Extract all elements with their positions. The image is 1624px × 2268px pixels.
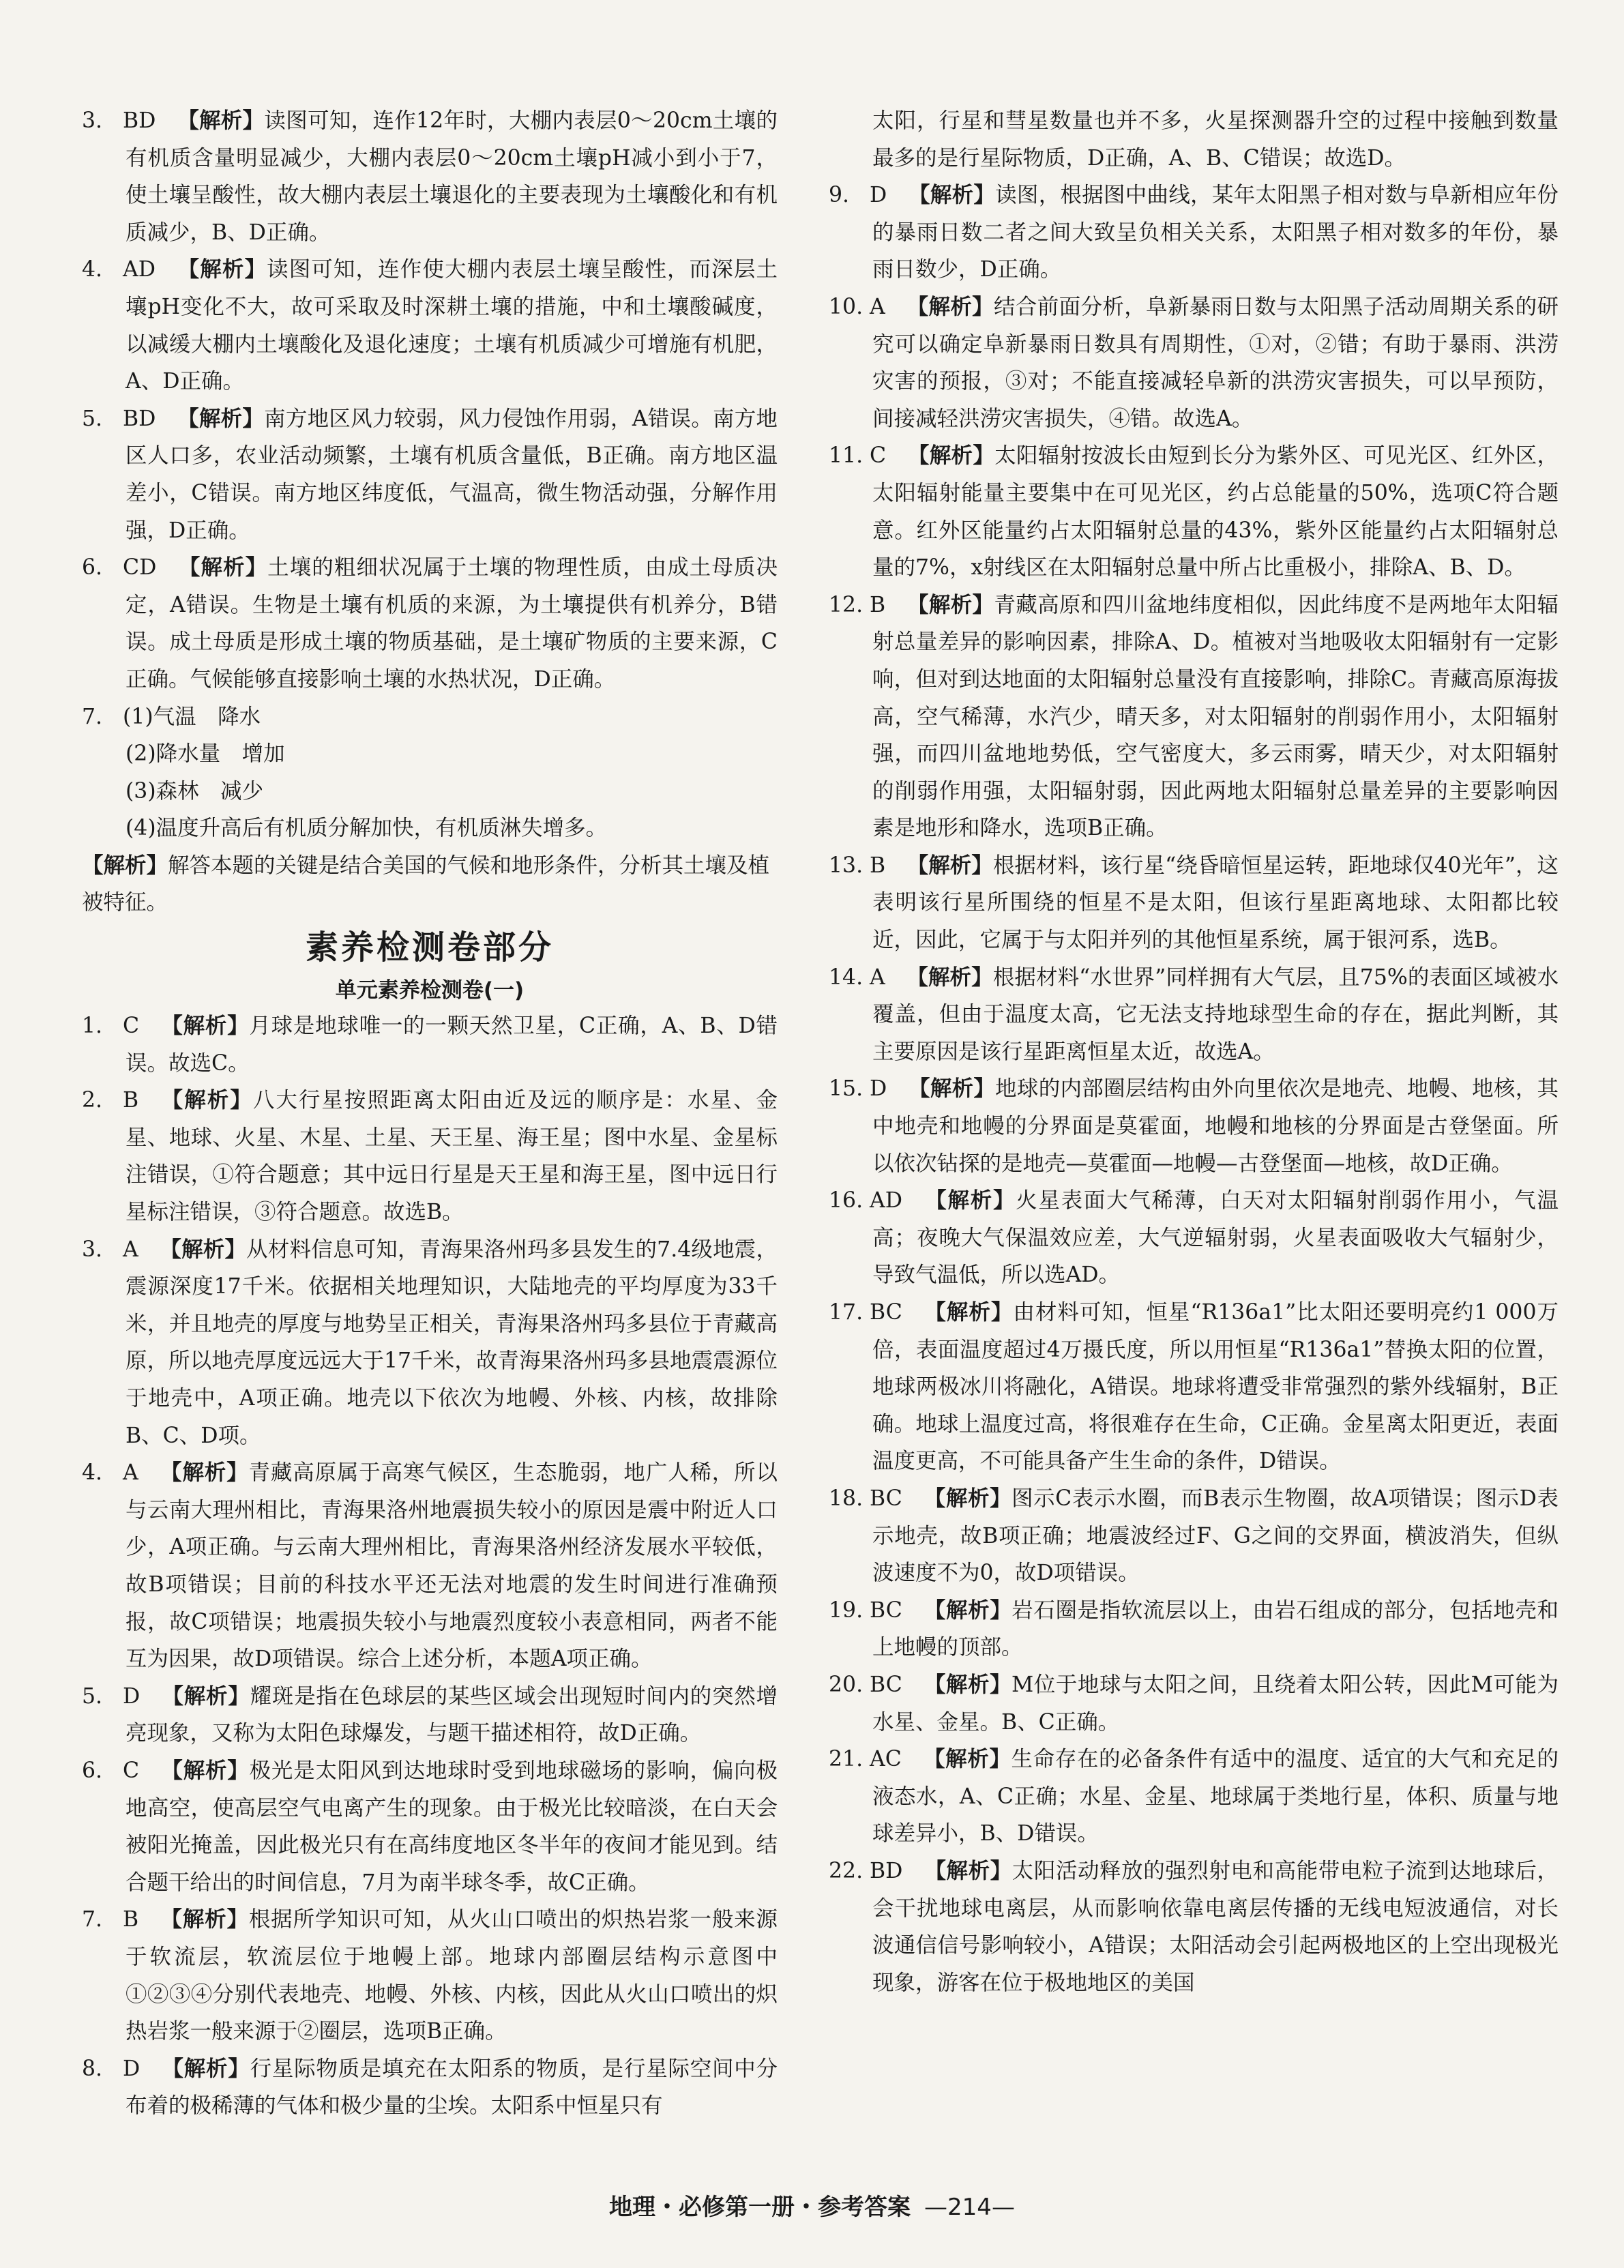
answer-item xyxy=(829,177,1559,289)
analysis-tag: 【解析】 xyxy=(924,1188,1016,1213)
right-answers xyxy=(829,177,1559,2001)
analysis-tag: 【解析】 xyxy=(177,257,267,282)
answer-letters: AC xyxy=(870,1747,902,1772)
item-number: 3. xyxy=(82,1237,103,1262)
explanation-text: M位于地球与太阳之间，且绕着太阳公转，因此M可能为水星、金星。B、C正确。 xyxy=(872,1672,1559,1735)
answer-letters: D xyxy=(123,2056,141,2081)
section-title: 素养检测卷部分 xyxy=(305,928,554,967)
left-top-answers xyxy=(82,102,778,698)
answer-letters: BD xyxy=(870,1858,903,1883)
item-number: 17. xyxy=(829,1300,863,1325)
item-number: 15. xyxy=(829,1076,863,1102)
answer-item xyxy=(82,400,778,549)
right-column xyxy=(829,102,1559,2001)
answer-item xyxy=(829,1666,1559,1741)
explanation-text: 读图可知，连作使大棚内表层土壤呈酸性，而深层土壤pH变化不大，故可采取及时深耕土壤的措施，中和土壤酸碱度，以减缓大棚内土壤酸化及退化速度；土壤有机质减少可增施有机肥，A、D正确。 xyxy=(126,257,778,394)
explanation-text: 根据材料，该行星“绕昏暗恒星运转，距地球仅40光年”，这表明该行星所围绕的恒星不是太阳，但该行星距离地球、太阳都比较近，因此，它属于与太阳并列的其他恒星系统，属于银河系，选B。 xyxy=(872,853,1559,953)
explanation-text: 青藏高原属于高寒气候区，生态脆弱，地广人稀，所以与云南大理州相比，青海果洛州地震损失较小的原因是震中附近人口少，A项正确。与云南大理州相比，青海果洛州经济发展水平较低，故B项错误；目前的科技水平还无法对地震的发生时间进行准确预报，故C项错误；地震损失较小与地震烈度较小表意相同，两者不能互为因果，故D项错误。综合上述分析，本题A项正确。 xyxy=(126,1460,778,1672)
answer-item xyxy=(829,1592,1559,1666)
item-number: 5. xyxy=(82,406,103,431)
analysis-tag: 【解析】 xyxy=(907,443,995,469)
explanation-text: 结合前面分析，阜新暴雨日数与太阳黑子活动周期关系的研究可以确定阜新暴雨日数具有周期性，①对，②错；有助于暴雨、洪涝灾害的预报，③对；不能直接减轻阜新的洪涝灾害损失，可以早预防，间接减轻洪涝灾害损失，④错。故选A。 xyxy=(872,294,1559,431)
answer-letters: D xyxy=(870,1076,887,1102)
analysis-tag: 【解析】 xyxy=(924,1858,1012,1883)
answer-item xyxy=(82,1678,778,1752)
item-number: 14. xyxy=(829,964,863,990)
item-number: 4. xyxy=(82,257,103,282)
analysis-tag: 【解析】 xyxy=(906,853,993,878)
analysis-tag: 【解析】 xyxy=(160,1088,253,1113)
answer-letters: BD xyxy=(123,108,156,133)
answer-letters: BC xyxy=(870,1672,902,1697)
answer-letters: C xyxy=(123,1014,140,1039)
answer-item xyxy=(82,549,778,698)
item-number: 16. xyxy=(829,1188,863,1213)
analysis-tag: 【解析】 xyxy=(82,853,168,878)
answer-item xyxy=(82,1901,778,2050)
analysis-tag: 【解析】 xyxy=(160,1014,250,1039)
analysis-tag: 【解析】 xyxy=(906,964,993,990)
analysis-tag: 【解析】 xyxy=(177,555,268,580)
explanation-text: 土壤的粗细状况属于土壤的物理性质，由成土母质决定，A错误。生物是土壤有机质的来源，为土壤提供有机养分，B错误。成土母质是形成土壤的物质基础，是土壤矿物质的主要来源，C正确。气候能够直接影响土壤的水热状况，D正确。 xyxy=(126,555,778,692)
page-number: —214— xyxy=(924,2194,1015,2221)
answer-item xyxy=(829,1741,1559,1853)
answer-item xyxy=(829,1182,1559,1294)
item-number: 7. xyxy=(82,1907,103,1932)
q7-explanation xyxy=(82,847,778,922)
explanation-text: 极光是太阳风到达地球时受到地球磁场的影响，偏向极地高空，使高层空气电离产生的现象。由于极光比较暗淡，在白天会被阳光掩盖，因此极光只有在高纬度地区冬半年的夜间才能见到。结合题干给出的时间信息，7月为南半球冬季，故C正确。 xyxy=(126,1758,778,1895)
item-number: 7. xyxy=(82,704,103,729)
answer-letters: B xyxy=(123,1088,139,1113)
item-number: 13. xyxy=(829,853,863,878)
answer-item xyxy=(829,437,1559,586)
item-number: 12. xyxy=(829,592,863,617)
q7-part-4: (4)温度升高后有机质分解加快，有机质淋失增多。 xyxy=(126,816,608,841)
explanation-text: 根据所学知识可知，从火山口喷出的炽热岩浆一般来源于软流层，软流层位于地幔上部。地球内部圈层结构示意图中①②③④分别代表地壳、地幔、外核、内核，因此从火山口喷出的炽热岩浆一般来源于②圈层，选项B正确。 xyxy=(126,1907,778,2044)
explanation-text: 岩石圈是指软流层以上，由岩石组成的部分，包括地壳和上地幔的顶部。 xyxy=(872,1597,1559,1660)
answer-letters: B xyxy=(123,1907,139,1932)
analysis-tag: 【解析】 xyxy=(161,1683,250,1709)
answer-item xyxy=(829,289,1559,437)
answer-item xyxy=(82,1454,778,1678)
answer-item xyxy=(82,1082,778,1231)
section-subtitle: 单元素养检测卷(一) xyxy=(335,978,525,1003)
explanation-text: 由材料可知，恒星“R136a1”比太阳还要明亮约1 000万倍，表面温度超过4万摄氏度，所以用恒星“R136a1”替换太阳的位置，地球两极冰川将融化，A错误。地球将遭受非常强烈的紫外线辐射，B正确。地球上温度过高，将很难存在生命，C正确。金星离太阳更近，表面温度更高，不可能具备产生生命的条件，D错误。 xyxy=(872,1300,1559,1474)
explanation-text: 月球是地球唯一的一颗天然卫星，C正确，A、B、D错误。故选C。 xyxy=(126,1014,778,1076)
answer-item xyxy=(82,1752,778,1901)
answer-letters: B xyxy=(870,592,886,617)
item-number: 6. xyxy=(82,555,103,580)
q7-explanation-text: 解答本题的关键是结合美国的气候和地形条件，分析其土壤及植被特征。 xyxy=(82,853,770,915)
analysis-tag: 【解析】 xyxy=(923,1747,1012,1772)
answer-letters: D xyxy=(870,183,887,208)
analysis-tag: 【解析】 xyxy=(177,406,265,431)
q7-part-3: (3)森林 减少 xyxy=(126,778,264,804)
analysis-tag: 【解析】 xyxy=(160,1460,249,1486)
item-number: 9. xyxy=(829,183,850,208)
answer-letters: A xyxy=(123,1237,138,1262)
explanation-text: 太阳活动释放的强烈射电和高能带电粒子流到达地球后，会干扰地球电离层，从而影响依靠电离层传播的无线电短波通信，对长波通信信号影响较小，A错误；太阳活动会引起两极地区的上空出现极光现象，游客在位于极地地区的美国 xyxy=(872,1858,1559,1995)
analysis-tag: 【解析】 xyxy=(160,1907,249,1932)
answer-letters: A xyxy=(123,1460,138,1486)
answer-item xyxy=(829,959,1559,1071)
item-number: 18. xyxy=(829,1486,863,1511)
analysis-tag: 【解析】 xyxy=(924,1597,1012,1623)
q7-part-1: (1)气温 降水 xyxy=(123,704,261,729)
analysis-tag: 【解析】 xyxy=(161,2056,250,2081)
q7-part-2: (2)降水量 增加 xyxy=(126,741,285,767)
explanation-text: 生命存在的必备条件有适中的温度、适宜的大气和充足的液态水，A、C正确；水星、金星、地球属于类地行星，体积、质量与地球差异小，B、D错误。 xyxy=(872,1747,1559,1846)
explanation-text: 青藏高原和四川盆地纬度相似，因此纬度不是两地年太阳辐射总量差异的影响因素，排除A、D。植被对当地吸收太阳辐射有一定影响，但对到达地面的太阳辐射总量没有直接影响，排除C。青藏高原海拔高，空气稀薄，水汽少，晴天多，对太阳辐射的削弱作用小，太阳辐射强，而四川盆地地势低，空气密度大，多云雨雾，晴天少，对太阳辐射的削弱作用强，太阳辐射弱，因此两地太阳辐射总量差异的主要影响因素是地形和降水，选项B正确。 xyxy=(872,592,1559,841)
answer-item xyxy=(82,102,778,251)
analysis-tag: 【解析】 xyxy=(906,294,994,319)
explanation-text: 地球的内部圈层结构由外向里依次是地壳、地幔、地核，其中地壳和地幔的分界面是莫霍面，地幔和地核的分界面是古登堡面。所以依次钻探的是地壳—莫霍面—地幔—古登堡面—地核，故D正确。 xyxy=(872,1076,1559,1176)
explanation-text: 行星际物质是填充在太阳系的物质，是行星际空间中分布着的极稀薄的气体和极少量的尘埃。太阳系中恒星只有 xyxy=(126,2056,778,2119)
item-number: 4. xyxy=(82,1460,103,1486)
answer-letters: AD xyxy=(123,257,156,282)
left-column xyxy=(82,102,778,2125)
explanation-text: 根据材料“水世界”同样拥有大气层，且75%的表面区域被水覆盖，但由于温度太高，它无法支持地球型生命的存在，据此判断，其主要原因是该行星距离恒星太近，故选A。 xyxy=(872,964,1559,1064)
analysis-tag: 【解析】 xyxy=(924,1672,1012,1697)
explanation-text: 八大行星按照距离太阳由近及远的顺序是：水星、金星、地球、火星、木星、土星、天王星、海王星；图中水星、金星标注错误，①符合题意；其中远日行星是天王星和海王星，图中远日行星标注错误，③符合题意。故选B。 xyxy=(126,1088,778,1225)
answer-letters: BC xyxy=(870,1486,902,1511)
analysis-tag: 【解析】 xyxy=(906,592,994,617)
page-footer xyxy=(0,2188,1624,2222)
analysis-tag: 【解析】 xyxy=(160,1758,250,1783)
item-number: 22. xyxy=(829,1858,863,1883)
analysis-tag: 【解析】 xyxy=(160,1237,247,1262)
analysis-tag: 【解析】 xyxy=(177,108,265,133)
answer-item xyxy=(829,1070,1559,1182)
explanation-text: 图示C表示水圈，而B表示生物圈，故A项错误；图示D表示地壳，故B项正确；地震波经过F、G之间的交界面，横波消失，但纵波速度不为0，故D项错误。 xyxy=(872,1486,1559,1586)
answer-item xyxy=(829,1480,1559,1592)
answer-item xyxy=(829,587,1559,847)
item-number: 6. xyxy=(82,1758,103,1783)
item-number: 2. xyxy=(82,1088,103,1113)
answer-item xyxy=(82,2050,778,2125)
answer-item xyxy=(82,1007,778,1082)
answer-item xyxy=(82,1231,778,1455)
answer-item xyxy=(829,1294,1559,1480)
answer-letters: AD xyxy=(870,1188,903,1213)
explanation-text: 火星表面大气稀薄，白天对太阳辐射削弱作用小，气温高；夜晚大气保温效应差，大气逆辐射弱，火星表面吸收大气辐射少，导致气温低，所以选AD。 xyxy=(872,1188,1559,1288)
explanation-text: 从材料信息可知，青海果洛州玛多县发生的7.4级地震，震源深度17千米。依据相关地理知识，大陆地壳的平均厚度为33千米，并且地壳的厚度与地势呈正相关，青海果洛州玛多县位于青藏高原，所以地壳厚度远远大于17千米，故青海果洛州玛多县地震震源位于地壳中，A项正确。地壳以下依次为地幔、外核、内核，故排除B、C、D项。 xyxy=(126,1237,778,1448)
answer-letters: A xyxy=(870,964,885,990)
continued-text: 太阳，行星和彗星数量也并不多，火星探测器升空的过程中接触到数量最多的是行星际物质，D正确，A、B、C错误；故选D。 xyxy=(872,108,1559,171)
analysis-tag: 【解析】 xyxy=(924,1486,1012,1511)
explanation-text: 太阳辐射按波长由短到长分为紫外区、可见光区、红外区，太阳辐射能量主要集中在可见光区，约占总能量的50%，选项C符合题意。红外区能量约占太阳辐射总量的43%，紫外区能量约占太阳辐射总量的7%，x射线区在太阳辐射总量中所占比重极小，排除A、B、D。 xyxy=(872,443,1559,580)
answer-letters: CD xyxy=(123,555,157,580)
item-number: 3. xyxy=(82,108,103,133)
answer-letters: BC xyxy=(870,1300,902,1325)
answer-item xyxy=(829,847,1559,959)
answer-letters: C xyxy=(870,443,887,469)
analysis-tag: 【解析】 xyxy=(924,1300,1014,1325)
answer-letters: A xyxy=(870,294,885,319)
answer-letters: C xyxy=(123,1758,140,1783)
left-bottom-answers xyxy=(82,1007,778,2125)
item-number: 10. xyxy=(829,294,863,319)
item-number: 19. xyxy=(829,1597,863,1623)
item-number: 11. xyxy=(829,443,863,469)
item-number: 1. xyxy=(82,1014,103,1039)
answer-item xyxy=(82,251,778,400)
analysis-tag: 【解析】 xyxy=(908,183,996,208)
answer-letters: D xyxy=(123,1683,141,1709)
answer-item xyxy=(829,1853,1559,2001)
analysis-tag: 【解析】 xyxy=(908,1076,996,1102)
answer-letters: BC xyxy=(870,1597,902,1623)
footer-title: 地理・必修第一册・参考答案 xyxy=(609,2194,911,2221)
answer-item-7 xyxy=(82,698,778,736)
answer-letters: BD xyxy=(123,406,156,431)
answer-letters: B xyxy=(870,853,886,878)
item-number: 20. xyxy=(829,1672,863,1697)
explanation-text: 读图，根据图中曲线，某年太阳黑子相对数与阜新相应年份的暴雨日数二者之间大致呈负相关关系，太阳黑子相对数多的年份，暴雨日数少，D正确。 xyxy=(872,183,1559,282)
explanation-text: 耀斑是指在色球层的某些区域会出现短时间内的突然增亮现象，又称为太阳色球爆发，与题干描述相符，故D正确。 xyxy=(126,1683,778,1746)
explanation-text: 南方地区风力较弱，风力侵蚀作用弱，A错误。南方地区人口多，农业活动频繁，土壤有机质含量低，B正确。南方地区温差小，C错误。南方地区纬度低，气温高，微生物活动强，分解作用强，D正确。 xyxy=(126,406,778,543)
item-number: 8. xyxy=(82,2056,103,2081)
item-number: 5. xyxy=(82,1683,103,1709)
item-number: 21. xyxy=(829,1747,863,1772)
explanation-text: 读图可知，连作12年时，大棚内表层0～20cm土壤的有机质含量明显减少，大棚内表层0～20cm土壤pH减小到小于7，使土壤呈酸性，故大棚内表层土壤退化的主要表现为土壤酸化和有机质减少，B、D正确。 xyxy=(126,108,778,245)
